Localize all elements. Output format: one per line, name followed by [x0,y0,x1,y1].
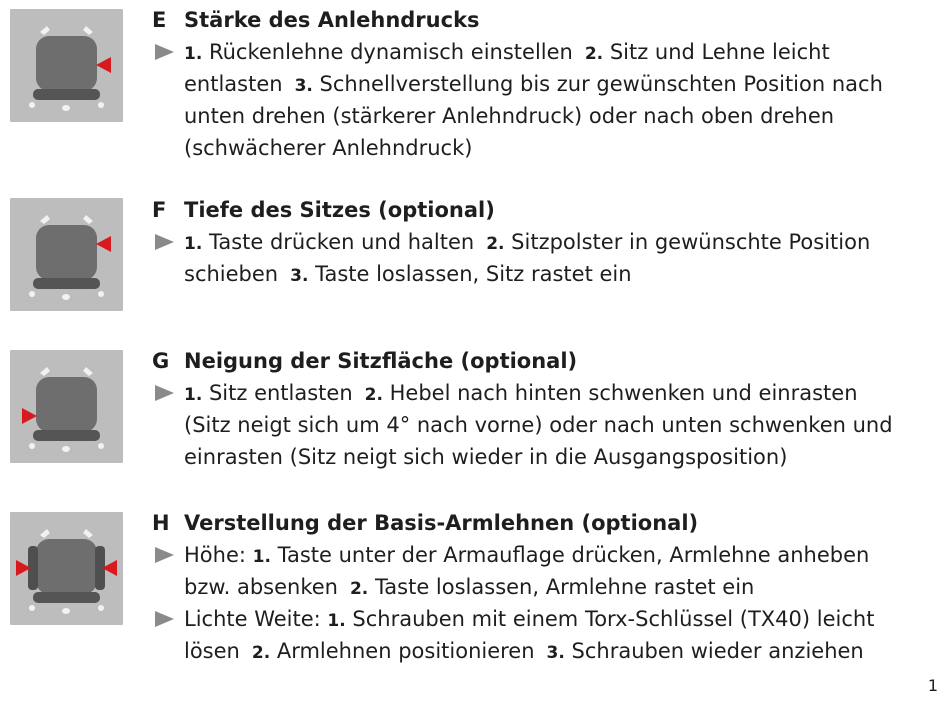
bullet-arrow-icon [155,226,177,258]
section-text: 1. Taste drücken und halten 2. Sitzpolster in gewünschte Position schieben 3. Taste loslassen, Sitz rastet ein [184,230,871,286]
chair-seat-tilt-icon [10,350,123,463]
section-title: Stärke des Anlehndrucks [184,8,480,32]
section-letter: H [152,511,170,535]
section-letter: F [152,198,167,222]
section-text: 1. Rückenlehne dynamisch einstellen 2. Sitz und Lehne leicht entlasten 3. Schnellverstellung bis zur gewünschten Position nach unten drehen (stärkerer Anlehndruck) oder nach oben drehen (schwächerer Anlehndruck) [184,40,883,160]
section-title: Tiefe des Sitzes (optional) [184,198,495,222]
section-text: 1. Sitz entlasten 2. Hebel nach hinten schwenken und einrasten (Sitz neigt sich um 4° nach vorne) oder nach unten schwenken und einrasten (Sitz neigt sich wieder in die Ausgangsposition) [184,381,893,469]
chair-armrest-icon [10,512,123,625]
bullet-arrow-icon [155,377,177,409]
section-letter: E [152,8,167,32]
chair-backrest-pressure-icon [10,9,123,122]
section-letter: G [152,349,170,373]
section-text: Höhe: 1. Taste unter der Armauflage drücken, Armlehne anheben bzw. absenken 2. Taste loslassen, Armlehne rastet ein Lichte Weite: 1. Schrauben mit einem Torx-Schlüssel (TX40) leicht lösen 2. Armlehnen positionieren 3. Schrauben wieder anziehen [184,543,875,663]
section-title: Verstellung der Basis-Armlehnen (optional) [184,511,699,535]
page-number: 1 [927,676,938,695]
chair-seat-depth-icon [10,198,123,311]
bullet-arrow-icon [155,36,177,68]
bullet-arrow-icon [155,603,177,635]
bullet-arrow-icon [155,539,177,571]
section-title: Neigung der Sitzfläche (optional) [184,349,578,373]
